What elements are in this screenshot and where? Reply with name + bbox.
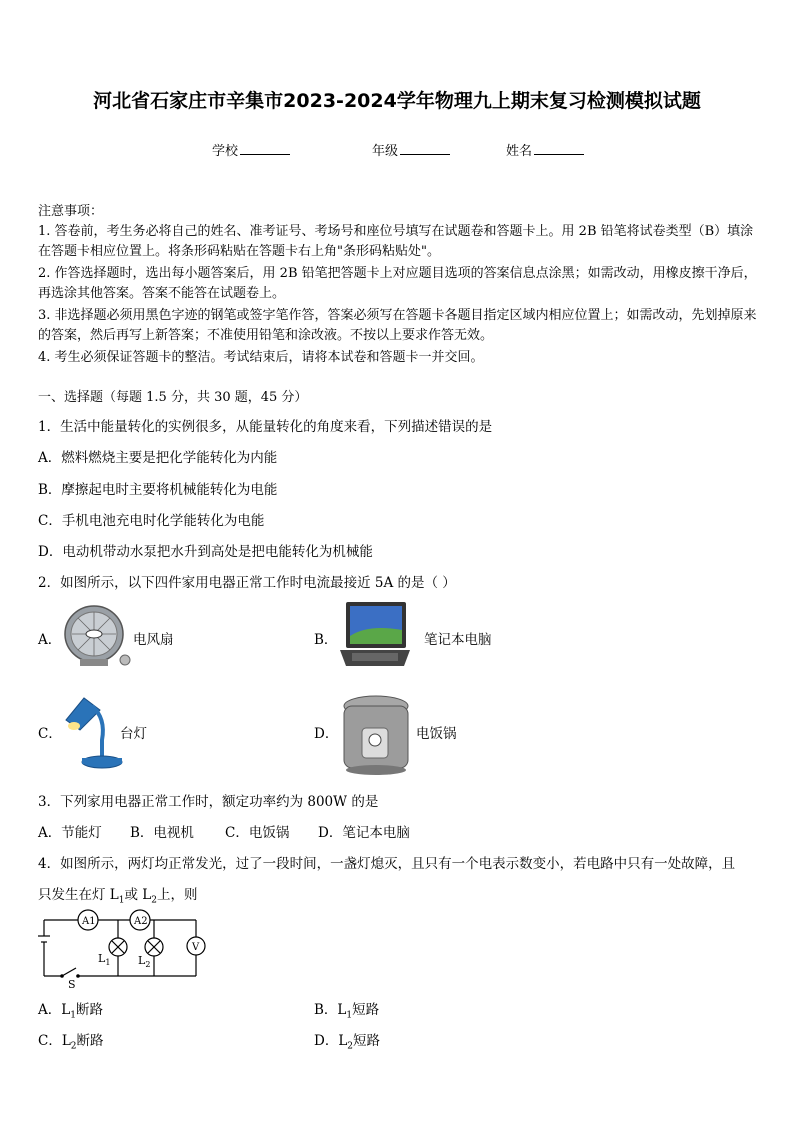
lamp-l2-label: $L_2$ bbox=[138, 954, 151, 969]
switch-label: S bbox=[68, 978, 76, 990]
voltmeter-label: V bbox=[192, 942, 200, 953]
note-item: 4. 考生必须保证答题卡的整洁。考试结束后，请将本试卷和答题卡一并交回。 bbox=[38, 350, 484, 365]
lamp-l1-label: $L_1$ bbox=[98, 952, 111, 967]
q1-stem: 1．生活中能量转化的实例很多，从能量转化的角度来看，下列描述错误的是 bbox=[38, 419, 493, 435]
circuit-diagram bbox=[36, 906, 208, 990]
laptop-image bbox=[338, 600, 412, 670]
q4-option-d[interactable]: D．$L_2$短路 bbox=[314, 1033, 381, 1052]
notes-heading: 注意事项： bbox=[38, 204, 104, 219]
q3-option-b[interactable]: B．电视机 bbox=[130, 825, 194, 841]
page-title: 河北省石家庄市辛集市2023-2024学年物理九上期末复习检测模拟试题 bbox=[93, 90, 701, 112]
note-item: 1. 答卷前，考生务必将自己的姓名、准考证号、考场号和座位号填写在试题卷和答题卡上。用 2B 铅笔将试卷类型（B）填涂在答题卡相应位置上。将条形码粘贴在答题卡右上角"条形码粘贴处"。 bbox=[38, 224, 754, 259]
name-label: 姓名 bbox=[506, 144, 533, 159]
q2-option-b-letter[interactable]: B． bbox=[314, 632, 338, 648]
q4-stem-line1: 4．如图所示，两灯均正常发光，过了一段时间，一盏灯熄灭，且只有一个电表示数变小，若电路中只有一处故障，且 bbox=[38, 856, 736, 872]
q1-option-b[interactable]: B．摩擦起电时主要将机械能转化为电能 bbox=[38, 482, 278, 498]
q2-option-a-letter[interactable]: A． bbox=[38, 632, 62, 648]
grade-field[interactable] bbox=[372, 140, 450, 159]
q2-option-a-label: 电风扇 bbox=[133, 632, 174, 648]
electric-fan-image bbox=[62, 604, 132, 672]
q2-option-b-label: 笔记本电脑 bbox=[424, 632, 492, 648]
q3-option-d[interactable]: D．笔记本电脑 bbox=[318, 825, 410, 841]
q2-option-d-label: 电饭锅 bbox=[416, 726, 457, 742]
desk-lamp-image bbox=[62, 690, 126, 772]
school-field[interactable] bbox=[212, 140, 290, 159]
q3-option-c[interactable]: C．电饭锅 bbox=[225, 825, 290, 841]
q3-option-a[interactable]: A．节能灯 bbox=[38, 825, 102, 841]
q4-option-c[interactable]: C．$L_2$断路 bbox=[38, 1033, 104, 1052]
q2-option-c-letter[interactable]: C． bbox=[38, 726, 62, 742]
q4-stem-line2: 只发生在灯 $L_1$或 $L_2$上，则 bbox=[38, 887, 198, 906]
q2-stem: 2．如图所示，以下四件家用电器正常工作时电流最接近 5A 的是（ ） bbox=[38, 575, 456, 591]
note-item: 2. 作答选择题时，选出每小题答案后，用 2B 铅笔把答题卡上对应题目选项的答案信息点涂黑；如需改动，用橡皮擦干净后，再选涂其他答案。答案不能答在试题卷上。 bbox=[38, 266, 757, 301]
rice-cooker-image bbox=[340, 692, 412, 776]
note-item: 3. 非选择题必须用黑色字迹的钢笔或签字笔作答，答案必须写在答题卡各题目指定区域内相应位置上；如需改动，先划掉原来的答案，然后再写上新答案；不准使用铅笔和涂改液。不按以上要求作答无效。 bbox=[38, 308, 757, 343]
name-field[interactable] bbox=[506, 140, 584, 159]
q1-option-a[interactable]: A．燃料燃烧主要是把化学能转化为内能 bbox=[38, 450, 278, 466]
ammeter-a2-label: A2 bbox=[134, 916, 148, 927]
grade-label: 年级 bbox=[372, 144, 399, 159]
q4-option-a[interactable]: A．$L_1$断路 bbox=[38, 1002, 103, 1021]
ammeter-a1-label: A1 bbox=[82, 916, 96, 927]
q2-option-c-label: 台灯 bbox=[120, 726, 147, 742]
section-heading: 一、选择题（每题 1.5 分，共 30 题，45 分） bbox=[38, 390, 308, 405]
q2-option-d-letter[interactable]: D． bbox=[314, 726, 339, 742]
q1-option-c[interactable]: C．手机电池充电时化学能转化为电能 bbox=[38, 513, 265, 529]
q3-stem: 3．下列家用电器正常工作时，额定功率约为 800W 的是 bbox=[38, 794, 379, 810]
q4-option-b[interactable]: B．$L_1$短路 bbox=[314, 1002, 380, 1021]
q1-option-d[interactable]: D．电动机带动水泵把水升到高处是把电能转化为机械能 bbox=[38, 544, 373, 560]
school-label: 学校 bbox=[212, 144, 239, 159]
